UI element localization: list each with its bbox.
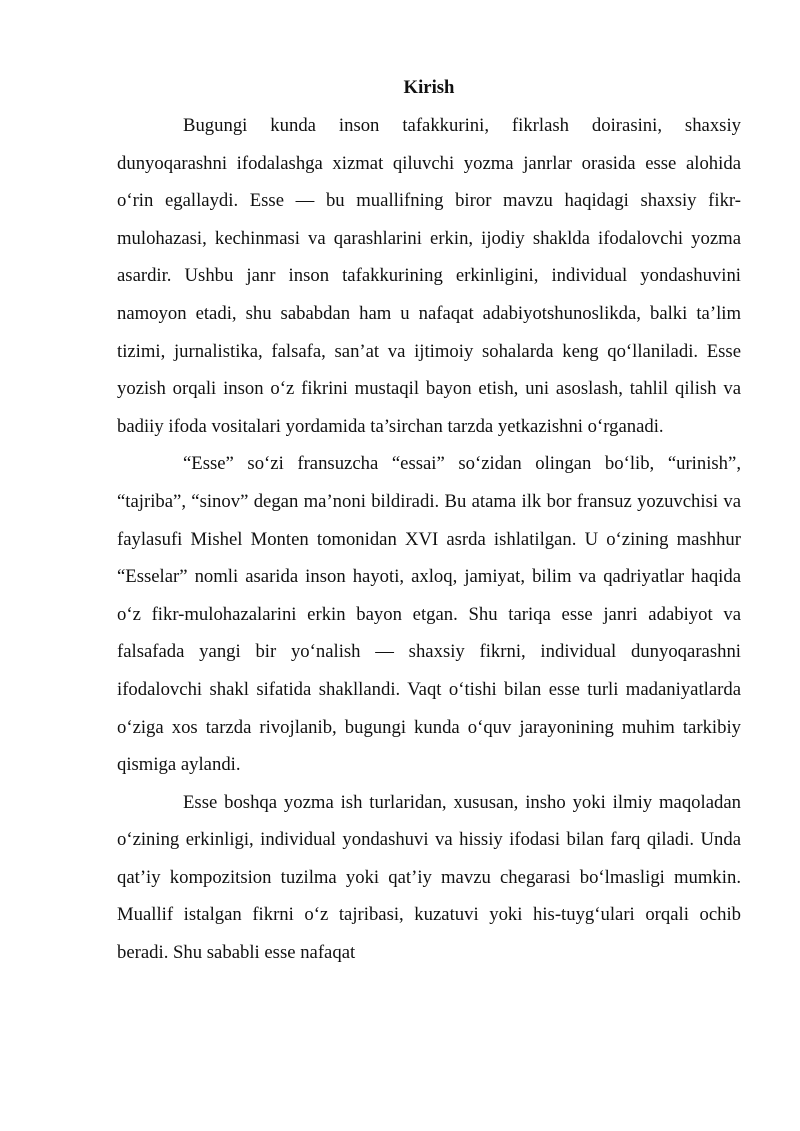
paragraph-1: Bugungi kunda inson tafakkurini, fikrlash doirasini, shaxsiy dunyoqarashni ifodalashga xizmat qiluvchi yozma janrlar orasida esse alohida o‘rin egallaydi. Esse — bu muallifning biror mavzu haqidagi shaxsiy fikr-mulohazasi, kechinmasi va qarashlarini erkin, ijodiy shaklda ifodalovchi yozma asardir. Ushbu janr inson tafakkurining erkinligini, individual yondashuvini namoyon etadi, shu sababdan ham u nafaqat adabiyotshunoslikda, balki ta’lim tizimi, jurnalistika, falsafa, san’at va ijtimoiy sohalarda keng qo‘llaniladi. Esse yozish orqali inson o‘z fikrini mustaqil bayon etish, uni asoslash, tahlil qilish va badiiy ifoda vositalari yordamida ta’sirchan tarzda yetkazishni o‘rganadi. [117, 115, 741, 437]
section-title: Kirish [403, 77, 455, 98]
paragraph-2: “Esse” so‘zi fransuzcha “essai” so‘zidan olingan bo‘lib, “urinish”, “tajriba”, “sinov” degan ma’noni bildiradi. Bu atama ilk bor fransuz yozuvchisi va faylasufi Mishel Monten tomonidan XVI asrda ishlatilgan. U o‘zining mashhur “Esselar” nomli asarida inson hayoti, axloq, jamiyat, bilim va qadriyatlar haqida o‘z fikr-mulohazalarini erkin bayon etgan. Shu tariqa esse janri adabiyot va falsafada yangi bir yo‘nalish — shaxsiy fikrni, individual dunyoqarashni ifodalovchi shakl sifatida shakllandi. Vaqt o‘tishi bilan esse turli madaniyatlarda o‘ziga xos tarzda rivojlanib, bugungi kunda o‘quv jarayonining muhim tarkibiy qismiga aylandi. [117, 453, 741, 776]
paragraph-3: Esse boshqa yozma ish turlaridan, xususan, insho yoki ilmiy maqoladan o‘zining erkinligi, individual yondashuvi va hissiy ifodasi bilan farq qiladi. Unda qat’iy kompozitsion tuzilma yoki qat’iy mavzu chegarasi bo‘lmasligi mumkin. Muallif istalgan fikrni o‘z tajribasi, kuzatuvi yoki his-tuyg‘ulari orqali ochib beradi. Shu sababli esse nafaqat [117, 791, 741, 964]
document-body [117, 72, 741, 972]
